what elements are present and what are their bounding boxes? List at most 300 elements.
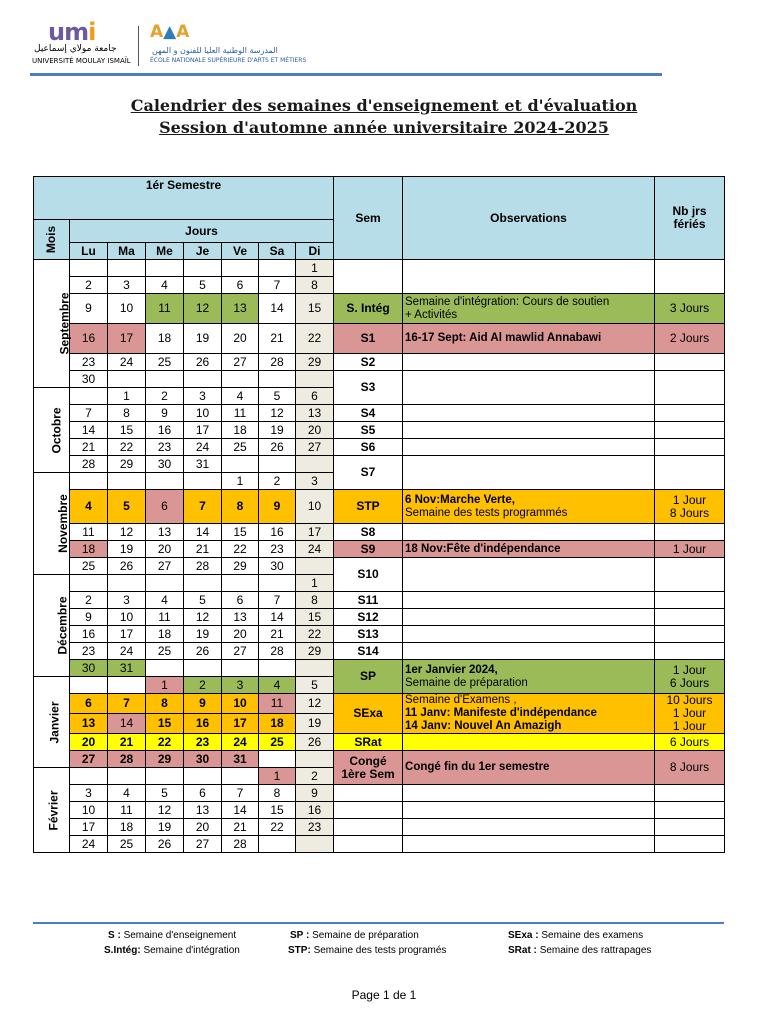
day-cell: 9 bbox=[70, 609, 108, 626]
day-cell: 25 bbox=[222, 439, 259, 456]
day-cell: 6 bbox=[222, 277, 259, 294]
day-cell: 24 bbox=[296, 541, 334, 558]
month-name: Janvier bbox=[47, 700, 62, 744]
observation-cell bbox=[403, 260, 655, 294]
day-cell bbox=[108, 260, 146, 277]
day-cell bbox=[296, 660, 334, 677]
calendar-table bbox=[33, 176, 725, 853]
day-cell bbox=[222, 456, 259, 473]
observation-cell bbox=[403, 294, 655, 324]
day-cell: 23 bbox=[70, 643, 108, 660]
day-cell bbox=[296, 456, 334, 473]
day-cell: 18 bbox=[70, 541, 108, 558]
day-cell bbox=[296, 371, 334, 388]
sem-cell bbox=[334, 558, 403, 592]
day-cell: 1 bbox=[296, 575, 334, 592]
feries-cell bbox=[655, 439, 725, 456]
day-cell: 26 bbox=[146, 836, 184, 853]
day-cell: 12 bbox=[296, 694, 334, 714]
day-cell: 2 bbox=[259, 473, 296, 490]
observation-cell bbox=[403, 490, 655, 524]
day-cell: 3 bbox=[108, 592, 146, 609]
sem-label: S8 bbox=[360, 524, 376, 539]
day-cell bbox=[259, 260, 296, 277]
day-cell: 20 bbox=[146, 541, 184, 558]
day-cell: 18 bbox=[222, 422, 259, 439]
feries-cell bbox=[655, 541, 725, 558]
sem-cell bbox=[334, 609, 403, 626]
day-cell bbox=[146, 371, 184, 388]
sem-label: S14 bbox=[357, 643, 379, 658]
sem-cell bbox=[334, 751, 403, 785]
day-cell: 9 bbox=[296, 785, 334, 802]
day-cell: 29 bbox=[296, 354, 334, 371]
day-cell bbox=[222, 660, 259, 677]
day-cell: 29 bbox=[222, 558, 259, 575]
day-cell: 17 bbox=[108, 626, 146, 643]
day-cell: 11 bbox=[146, 609, 184, 626]
day-cell: 12 bbox=[108, 524, 146, 541]
day-cell: 12 bbox=[146, 802, 184, 819]
calendar-row bbox=[34, 294, 725, 324]
sem-cell bbox=[334, 324, 403, 354]
legend-value: Semaine des tests programés bbox=[313, 945, 447, 956]
feries-cell bbox=[655, 456, 725, 490]
month-label bbox=[34, 575, 70, 677]
day-cell: 27 bbox=[222, 354, 259, 371]
day-cell: 17 bbox=[222, 714, 259, 734]
day-cell bbox=[70, 473, 108, 490]
day-cell: 12 bbox=[259, 405, 296, 422]
day-cell: 25 bbox=[146, 643, 184, 660]
sem-cell bbox=[334, 439, 403, 456]
day-header: Lu bbox=[70, 243, 108, 260]
day-cell: 13 bbox=[222, 294, 259, 324]
day-cell: 8 bbox=[146, 694, 184, 714]
day-cell: 30 bbox=[184, 751, 222, 768]
legend-item-s bbox=[108, 930, 236, 941]
sem-cell bbox=[334, 734, 403, 751]
feries-cell bbox=[655, 324, 725, 354]
day-cell: 21 bbox=[222, 819, 259, 836]
day-cell: 10 bbox=[184, 405, 222, 422]
day-cell: 3 bbox=[222, 677, 259, 694]
day-cell: 16 bbox=[184, 714, 222, 734]
feries-cell bbox=[655, 371, 725, 405]
day-header: Di bbox=[296, 243, 334, 260]
day-cell bbox=[222, 260, 259, 277]
document-title: Calendrier des semaines d'enseignement et d'évaluation bbox=[130, 96, 638, 115]
sem-label: S. Intég bbox=[346, 301, 390, 315]
month-label bbox=[34, 260, 70, 388]
day-cell: 22 bbox=[259, 819, 296, 836]
day-header: Je bbox=[184, 243, 222, 260]
day-cell: 24 bbox=[184, 439, 222, 456]
day-cell: 2 bbox=[70, 277, 108, 294]
sem-cell bbox=[334, 405, 403, 422]
day-cell: 13 bbox=[184, 802, 222, 819]
observation-cell bbox=[403, 456, 655, 490]
day-cell: 15 bbox=[146, 714, 184, 734]
month-header bbox=[34, 220, 70, 260]
day-cell: 10 bbox=[296, 490, 334, 524]
day-cell: 4 bbox=[259, 677, 296, 694]
day-cell: 21 bbox=[184, 541, 222, 558]
feries-count: 6 Jours bbox=[669, 734, 710, 749]
sem-label: S1 bbox=[360, 331, 376, 345]
day-cell: 30 bbox=[70, 371, 108, 388]
sem-label: Congé bbox=[349, 753, 387, 768]
legend-key: SRat : bbox=[508, 945, 537, 956]
sem-label: S10 bbox=[357, 567, 379, 581]
day-cell bbox=[146, 768, 184, 785]
feries-cell bbox=[655, 405, 725, 422]
observation-text: 16-17 Sept: Aid Al mawlid Annabawi bbox=[405, 332, 602, 344]
day-cell: 11 bbox=[108, 802, 146, 819]
sem-cell bbox=[334, 422, 403, 439]
day-cell: 22 bbox=[296, 626, 334, 643]
day-cell: 9 bbox=[184, 694, 222, 714]
legend-value: Semaine des rattrapages bbox=[539, 945, 652, 956]
feries-cell bbox=[655, 260, 725, 294]
day-cell: 20 bbox=[296, 422, 334, 439]
day-cell bbox=[222, 575, 259, 592]
day-cell: 14 bbox=[108, 714, 146, 734]
day-cell: 28 bbox=[259, 643, 296, 660]
days-header: Jours bbox=[70, 220, 334, 243]
calendar-row bbox=[34, 836, 725, 853]
day-cell: 21 bbox=[70, 439, 108, 456]
legend-value: Semaine d'intégration bbox=[143, 945, 240, 956]
sem-label: S4 bbox=[360, 405, 376, 420]
day-cell: 10 bbox=[70, 802, 108, 819]
day-cell: 7 bbox=[222, 785, 259, 802]
legend-item-sexa bbox=[508, 930, 643, 941]
day-cell: 24 bbox=[108, 643, 146, 660]
day-cell bbox=[259, 836, 296, 853]
day-cell: 11 bbox=[146, 294, 184, 324]
observation-text: 18 Nov:Fête d'indépendance bbox=[405, 542, 561, 555]
sem-label: SRat bbox=[354, 734, 382, 749]
observation-cell bbox=[403, 324, 655, 354]
legend-key: SExa : bbox=[508, 930, 539, 941]
day-cell: 25 bbox=[108, 836, 146, 853]
feries-count: 8 Jours bbox=[669, 505, 710, 520]
header-rule bbox=[30, 73, 662, 76]
day-cell: 19 bbox=[259, 422, 296, 439]
feries-count: 1 Jour bbox=[672, 662, 707, 677]
calendar-row bbox=[34, 558, 725, 575]
feries-count: 1 Jour bbox=[672, 492, 707, 507]
day-cell: 11 bbox=[222, 405, 259, 422]
day-cell: 23 bbox=[70, 354, 108, 371]
feries-cell bbox=[655, 626, 725, 643]
day-cell bbox=[108, 768, 146, 785]
month-name: Octobre bbox=[49, 406, 64, 454]
day-cell: 23 bbox=[146, 439, 184, 456]
day-cell: 18 bbox=[146, 626, 184, 643]
calendar-row bbox=[34, 694, 725, 714]
day-cell: 26 bbox=[259, 439, 296, 456]
day-cell bbox=[296, 751, 334, 768]
day-cell: 20 bbox=[70, 734, 108, 751]
sem-cell bbox=[334, 626, 403, 643]
observation-cell bbox=[403, 371, 655, 405]
feries-count: 10 Jours bbox=[666, 693, 713, 707]
day-cell: 22 bbox=[222, 541, 259, 558]
sem-label: SP bbox=[360, 669, 377, 683]
day-cell: 15 bbox=[296, 609, 334, 626]
month-name: Décembre bbox=[55, 596, 70, 655]
day-cell bbox=[108, 371, 146, 388]
day-cell: 27 bbox=[296, 439, 334, 456]
day-cell bbox=[184, 768, 222, 785]
day-cell bbox=[296, 836, 334, 853]
day-cell bbox=[259, 660, 296, 677]
day-cell: 15 bbox=[222, 524, 259, 541]
day-cell: 3 bbox=[70, 785, 108, 802]
sem-cell bbox=[334, 592, 403, 609]
calendar-row bbox=[34, 439, 725, 456]
day-cell: 4 bbox=[146, 592, 184, 609]
day-cell: 19 bbox=[108, 541, 146, 558]
day-cell: 5 bbox=[296, 677, 334, 694]
day-cell: 8 bbox=[296, 277, 334, 294]
day-cell: 27 bbox=[222, 643, 259, 660]
sem-cell bbox=[334, 819, 403, 836]
day-cell: 26 bbox=[184, 354, 222, 371]
day-cell: 19 bbox=[296, 714, 334, 734]
day-cell: 3 bbox=[296, 473, 334, 490]
calendar-row bbox=[34, 422, 725, 439]
day-cell: 14 bbox=[259, 609, 296, 626]
day-cell: 1 bbox=[259, 768, 296, 785]
legend-item-srat bbox=[508, 945, 651, 956]
day-cell: 17 bbox=[108, 324, 146, 354]
day-cell: 8 bbox=[259, 785, 296, 802]
day-cell: 27 bbox=[184, 836, 222, 853]
day-cell: 16 bbox=[70, 324, 108, 354]
legend bbox=[0, 930, 768, 970]
observation-cell bbox=[403, 643, 655, 660]
observation-cell bbox=[403, 609, 655, 626]
sem-label: S9 bbox=[360, 541, 376, 556]
day-cell: 8 bbox=[222, 490, 259, 524]
calendar-row bbox=[34, 371, 725, 388]
observation-text: Semaine d'intégration: Cours de soutien bbox=[405, 295, 610, 308]
sem-label: S2 bbox=[360, 354, 376, 369]
day-cell: 6 bbox=[222, 592, 259, 609]
day-cell bbox=[70, 575, 108, 592]
feries-header bbox=[655, 177, 725, 260]
day-cell bbox=[184, 371, 222, 388]
day-cell bbox=[222, 768, 259, 785]
day-cell: 22 bbox=[296, 324, 334, 354]
day-cell: 16 bbox=[296, 802, 334, 819]
calendar-row bbox=[34, 785, 725, 802]
feries-cell bbox=[655, 785, 725, 802]
umi-logo bbox=[30, 18, 130, 68]
day-cell: 21 bbox=[108, 734, 146, 751]
feries-cell bbox=[655, 802, 725, 819]
month-header-label: Mois bbox=[44, 225, 58, 254]
day-cell: 28 bbox=[70, 456, 108, 473]
observation-text: 11 Janv: Manifeste d'indépendance bbox=[405, 707, 597, 719]
sem-cell bbox=[334, 294, 403, 324]
feries-count: 2 Jours bbox=[669, 331, 710, 345]
day-cell: 31 bbox=[108, 660, 146, 677]
day-cell: 15 bbox=[108, 422, 146, 439]
calendar-row bbox=[34, 660, 725, 677]
sem-label: S5 bbox=[360, 422, 376, 437]
calendar-row bbox=[34, 405, 725, 422]
calendar-row bbox=[34, 751, 725, 768]
sem-cell bbox=[334, 541, 403, 558]
calendar-row bbox=[34, 819, 725, 836]
feries-cell bbox=[655, 660, 725, 694]
feries-cell bbox=[655, 819, 725, 836]
feries-count: 1 Jour bbox=[672, 719, 707, 733]
sem-cell bbox=[334, 643, 403, 660]
calendar-row bbox=[34, 643, 725, 660]
calendar-row bbox=[34, 260, 725, 277]
day-cell: 11 bbox=[259, 694, 296, 714]
feries-count: 3 Jours bbox=[669, 301, 710, 315]
day-cell: 29 bbox=[296, 643, 334, 660]
feries-cell bbox=[655, 490, 725, 524]
day-cell: 20 bbox=[222, 626, 259, 643]
feries-cell bbox=[655, 294, 725, 324]
day-cell: 14 bbox=[259, 294, 296, 324]
day-cell: 1 bbox=[296, 260, 334, 277]
day-cell: 10 bbox=[108, 294, 146, 324]
day-header: Sa bbox=[259, 243, 296, 260]
day-cell bbox=[184, 660, 222, 677]
day-cell bbox=[108, 473, 146, 490]
day-cell: 22 bbox=[146, 734, 184, 751]
day-cell: 7 bbox=[259, 277, 296, 294]
sem-cell bbox=[334, 694, 403, 734]
day-cell: 17 bbox=[184, 422, 222, 439]
observation-cell bbox=[403, 439, 655, 456]
legend-key: S.Intég: bbox=[104, 945, 141, 956]
semester-header: 1ér Semestre bbox=[34, 177, 334, 220]
observation-text: 1er Janvier 2024, bbox=[405, 663, 498, 676]
feries-cell bbox=[655, 558, 725, 592]
sem-label: S12 bbox=[357, 609, 379, 624]
day-cell bbox=[108, 575, 146, 592]
day-cell bbox=[70, 768, 108, 785]
day-cell bbox=[184, 260, 222, 277]
day-cell: 14 bbox=[70, 422, 108, 439]
day-cell: 1 bbox=[146, 677, 184, 694]
day-cell: 26 bbox=[184, 643, 222, 660]
day-cell: 24 bbox=[70, 836, 108, 853]
day-cell: 2 bbox=[146, 388, 184, 405]
sem-label: S3 bbox=[360, 380, 376, 394]
legend-key: STP: bbox=[288, 945, 311, 956]
sem-cell bbox=[334, 524, 403, 541]
calendar-row bbox=[34, 541, 725, 558]
day-cell bbox=[222, 371, 259, 388]
calendar-row bbox=[34, 609, 725, 626]
day-cell: 17 bbox=[296, 524, 334, 541]
month-name: Septembre bbox=[57, 292, 72, 355]
ensam-logo-mark: A▲A bbox=[150, 22, 190, 42]
day-cell: 9 bbox=[70, 294, 108, 324]
day-cell: 14 bbox=[184, 524, 222, 541]
sem-cell bbox=[334, 490, 403, 524]
observation-text: 14 Janv: Nouvel An Amazigh bbox=[405, 720, 562, 732]
day-cell: 31 bbox=[222, 751, 259, 768]
day-cell: 13 bbox=[222, 609, 259, 626]
month-name: Février bbox=[46, 789, 61, 831]
day-cell: 1 bbox=[222, 473, 259, 490]
feries-cell bbox=[655, 354, 725, 371]
day-cell: 4 bbox=[108, 785, 146, 802]
feries-cell bbox=[655, 836, 725, 853]
legend-item-sinteg bbox=[104, 945, 240, 956]
sem-label: S6 bbox=[360, 439, 376, 454]
sem-cell bbox=[334, 456, 403, 490]
day-cell: 8 bbox=[108, 405, 146, 422]
feries-cell bbox=[655, 643, 725, 660]
umi-arabic-name: جامعة مولاي إسماعيل bbox=[34, 44, 117, 54]
day-cell: 15 bbox=[296, 294, 334, 324]
day-cell: 29 bbox=[108, 456, 146, 473]
sem-label: S7 bbox=[360, 465, 376, 479]
day-cell bbox=[146, 260, 184, 277]
observation-cell bbox=[403, 405, 655, 422]
month-label bbox=[34, 677, 70, 768]
observation-cell bbox=[403, 734, 655, 751]
day-cell: 18 bbox=[108, 819, 146, 836]
feries-cell bbox=[655, 734, 725, 751]
feries-count: 8 Jours bbox=[669, 760, 710, 774]
day-cell: 15 bbox=[259, 802, 296, 819]
observation-cell bbox=[403, 541, 655, 558]
feries-header-line1: Nb jrs bbox=[672, 204, 707, 218]
day-cell: 11 bbox=[70, 524, 108, 541]
day-cell: 12 bbox=[184, 294, 222, 324]
legend-value: Semaine de préparation bbox=[312, 930, 419, 941]
day-cell bbox=[259, 575, 296, 592]
sem-cell bbox=[334, 802, 403, 819]
umi-logo-mark: umi bbox=[48, 18, 96, 46]
day-cell: 20 bbox=[184, 819, 222, 836]
observation-text: Congé fin du 1er semestre bbox=[405, 761, 550, 773]
day-cell: 19 bbox=[184, 324, 222, 354]
calendar-row bbox=[34, 354, 725, 371]
legend-rule bbox=[33, 922, 724, 924]
day-cell: 1 bbox=[108, 388, 146, 405]
day-cell: 4 bbox=[70, 490, 108, 524]
legend-item-stp bbox=[288, 945, 446, 956]
day-cell: 7 bbox=[108, 694, 146, 714]
calendar-row bbox=[34, 802, 725, 819]
sem-cell bbox=[334, 785, 403, 802]
feries-cell bbox=[655, 609, 725, 626]
day-cell: 25 bbox=[259, 734, 296, 751]
ensam-logo bbox=[146, 20, 307, 70]
legend-item-sp bbox=[290, 930, 419, 941]
document-subtitle: Session d'automne année universitaire 2024-2025 bbox=[159, 118, 609, 137]
day-cell: 7 bbox=[184, 490, 222, 524]
observation-cell bbox=[403, 660, 655, 694]
feries-cell bbox=[655, 524, 725, 541]
observation-text: 6 Nov:Marche Verte, bbox=[405, 493, 515, 506]
day-cell: 19 bbox=[146, 819, 184, 836]
